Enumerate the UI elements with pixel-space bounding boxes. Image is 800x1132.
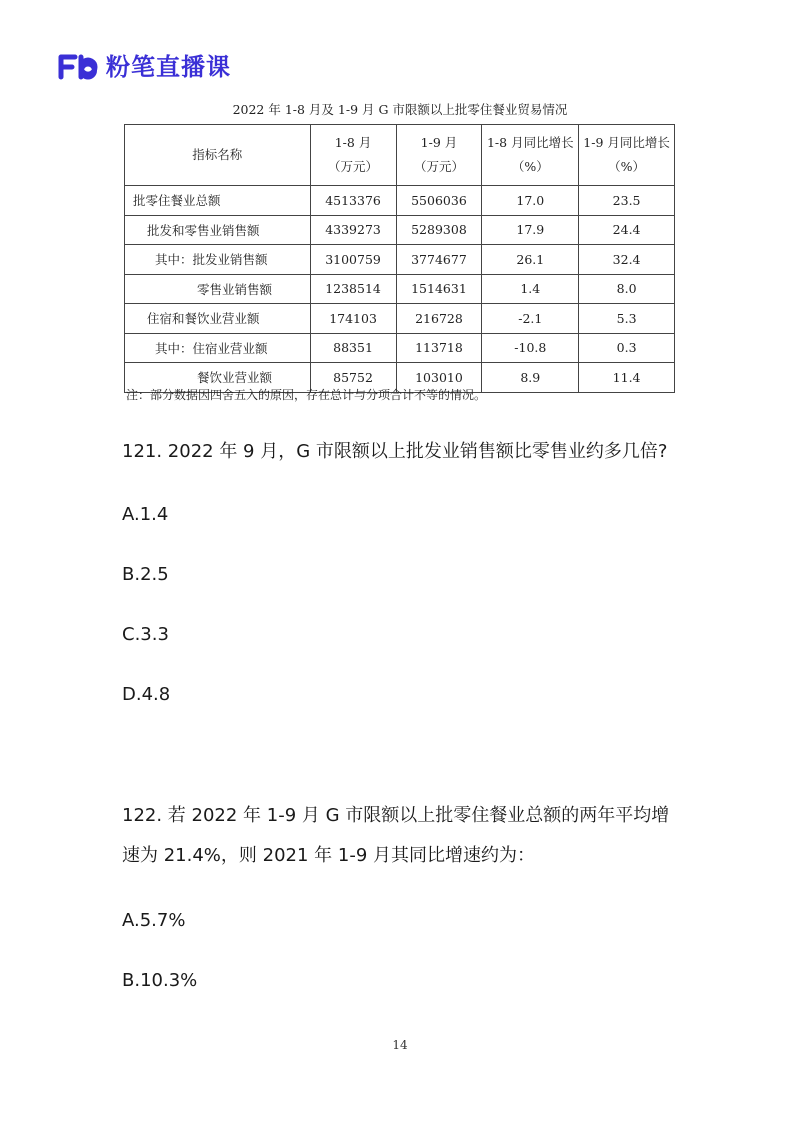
brand-name: 粉笔直播课 bbox=[106, 53, 231, 81]
cell-value: 5289308 bbox=[396, 215, 482, 245]
cell-value: 11.4 bbox=[579, 363, 675, 393]
cell-value: 8.0 bbox=[579, 274, 675, 304]
question-121: 121. 2022 年 9 月，G 市限额以上批发业销售额比零售业约多几倍? bbox=[122, 441, 668, 462]
table-note: 注：部分数据因四舍五入的原因，存在总计与分项合计不等的情况。 bbox=[126, 388, 487, 402]
header-jan-sep: 1-9 月 （万元） bbox=[396, 125, 482, 186]
cell-value: -10.8 bbox=[482, 333, 579, 363]
q121-option-a: A.1.4 bbox=[122, 504, 169, 525]
cell-value: 4513376 bbox=[310, 186, 396, 216]
cell-value: 174103 bbox=[310, 304, 396, 334]
cell-value: 0.3 bbox=[579, 333, 675, 363]
q122-option-a: A.5.7% bbox=[122, 910, 186, 931]
cell-value: 1514631 bbox=[396, 274, 482, 304]
cell-value: 88351 bbox=[310, 333, 396, 363]
cell-value: 216728 bbox=[396, 304, 482, 334]
table-row bbox=[125, 215, 675, 245]
row-label: 其中：住宿业营业额 bbox=[125, 333, 311, 363]
row-label: 批零住餐业总额 bbox=[125, 186, 311, 216]
cell-value: 3100759 bbox=[310, 245, 396, 275]
cell-value: 103010 bbox=[396, 363, 482, 393]
cell-value: 113718 bbox=[396, 333, 482, 363]
fb-logo-icon bbox=[58, 54, 98, 80]
row-label: 餐饮业营业额 bbox=[125, 363, 311, 393]
cell-value: 3774677 bbox=[396, 245, 482, 275]
table-row bbox=[125, 186, 675, 216]
brand-logo bbox=[58, 52, 231, 82]
table-row bbox=[125, 245, 675, 275]
row-label: 其中：批发业销售额 bbox=[125, 245, 311, 275]
header-jan-sep-growth: 1-9 月同比增长 （%） bbox=[579, 125, 675, 186]
cell-value: 17.9 bbox=[482, 215, 579, 245]
page-number: 14 bbox=[392, 1038, 408, 1052]
cell-value: 26.1 bbox=[482, 245, 579, 275]
header-jan-aug-growth: 1-8 月同比增长 （%） bbox=[482, 125, 579, 186]
header-jan-aug: 1-8 月 （万元） bbox=[310, 125, 396, 186]
header-indicator-name: 指标名称 bbox=[125, 125, 311, 186]
table-header-row bbox=[125, 125, 675, 186]
cell-value: 5.3 bbox=[579, 304, 675, 334]
cell-value: 5506036 bbox=[396, 186, 482, 216]
cell-value: 17.0 bbox=[482, 186, 579, 216]
row-label: 批发和零售业销售额 bbox=[125, 215, 311, 245]
cell-value: -2.1 bbox=[482, 304, 579, 334]
cell-value: 1238514 bbox=[310, 274, 396, 304]
cell-value: 4339273 bbox=[310, 215, 396, 245]
q121-option-c: C.3.3 bbox=[122, 624, 169, 645]
row-label: 零售业销售额 bbox=[125, 274, 311, 304]
cell-value: 8.9 bbox=[482, 363, 579, 393]
cell-value: 23.5 bbox=[579, 186, 675, 216]
q122-option-b: B.10.3% bbox=[122, 970, 198, 991]
q121-option-d: D.4.8 bbox=[122, 684, 171, 705]
cell-value: 32.4 bbox=[579, 245, 675, 275]
cell-value: 85752 bbox=[310, 363, 396, 393]
table-title: 2022 年 1-8 月及 1-9 月 G 市限额以上批零住餐业贸易情况 bbox=[232, 102, 568, 117]
q121-option-b: B.2.5 bbox=[122, 564, 169, 585]
question-122: 122. 若 2022 年 1-9 月 G 市限额以上批零住餐业总额的两年平均增速为 21.4%，则 2021 年 1-9 月其同比增速约为： bbox=[122, 805, 670, 866]
trade-table bbox=[124, 124, 675, 393]
cell-value: 1.4 bbox=[482, 274, 579, 304]
table-row bbox=[125, 333, 675, 363]
table-row bbox=[125, 304, 675, 334]
row-label: 住宿和餐饮业营业额 bbox=[125, 304, 311, 334]
cell-value: 24.4 bbox=[579, 215, 675, 245]
table-row bbox=[125, 274, 675, 304]
